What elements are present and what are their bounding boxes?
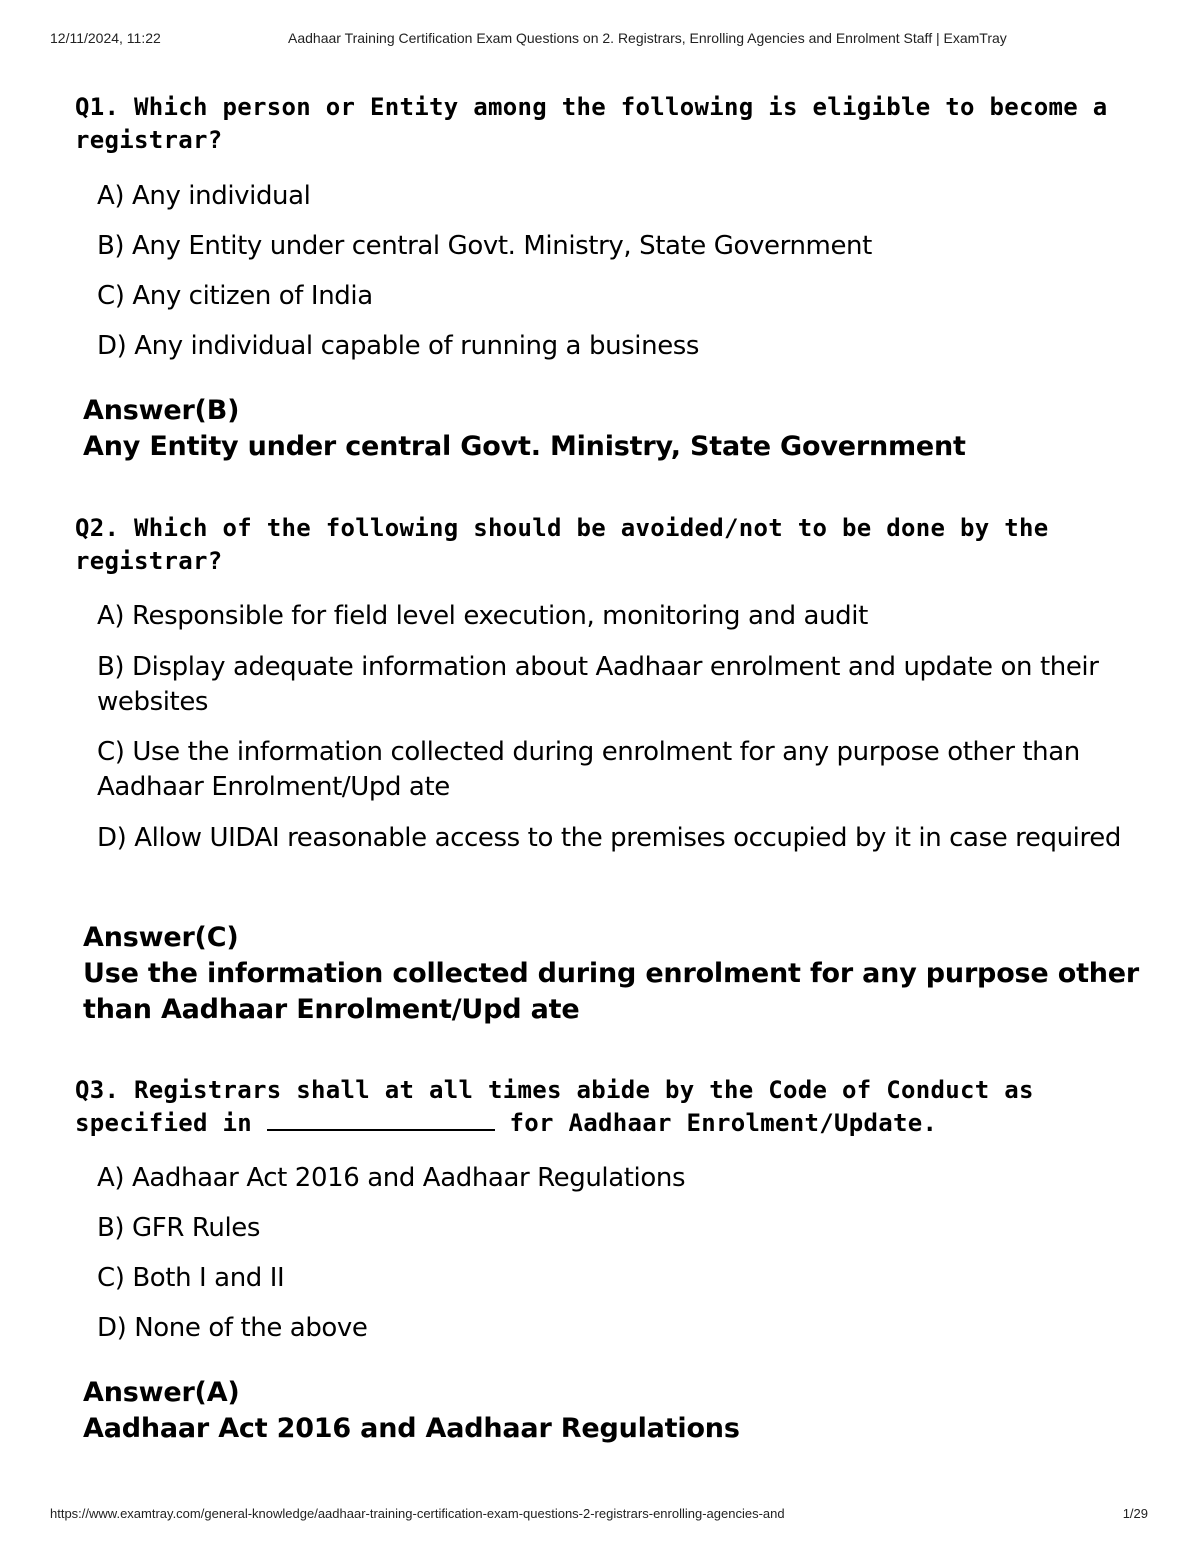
question-2-label: Q2. xyxy=(75,514,120,542)
question-1-option-b: B) Any Entity under central Govt. Ministry, State Government xyxy=(97,231,872,261)
question-2-option-d: D) Allow UIDAI reasonable access to the premises occupied by it in case required xyxy=(97,823,1121,853)
question-2-answer-text: Use the information collected during enrolment for any purpose other than Aadhaar Enrolment/Upd ate xyxy=(83,958,1140,1025)
question-1-text: Which person or Entity among the following is eligible to become a registrar? xyxy=(75,93,1108,154)
page-url: https://www.examtray.com/general-knowledge/aadhaar-training-certification-exam-questions-2-registrars-enrolling-agencies-and xyxy=(50,1506,785,1521)
fill-in-blank-line xyxy=(267,1109,495,1131)
page-number: 1/29 xyxy=(1122,1506,1148,1521)
question-3-text-before-blank: Registrars shall at all times abide by the Code of Conduct as specified in xyxy=(75,1076,1034,1137)
question-3-answer-text: Aadhaar Act 2016 and Aadhaar Regulations xyxy=(83,1413,740,1444)
question-2-option-c: C) Use the information collected during enrolment for any purpose other than Aadhaar Enrolment/Upd ate xyxy=(97,737,1080,802)
print-datetime: 12/11/2024, 11:22 xyxy=(50,30,161,46)
question-2-option-a: A) Responsible for field level execution, monitoring and audit xyxy=(97,601,868,631)
question-2-text: Which of the following should be avoided/not to be done by the registrar? xyxy=(75,514,1049,575)
question-3-text-after-blank: for Aadhaar Enrolment/Update. xyxy=(509,1109,938,1137)
question-1-answer-text: Any Entity under central Govt. Ministry, State Government xyxy=(83,431,966,462)
question-3 xyxy=(75,1074,1145,1140)
question-1-option-a: A) Any individual xyxy=(97,181,311,211)
question-2-option-b: B) Display adequate information about Aadhaar enrolment and update on their websites xyxy=(97,652,1099,717)
question-1 xyxy=(75,91,1145,157)
question-3-option-c: C) Both I and II xyxy=(97,1263,285,1293)
question-1-label: Q1. xyxy=(75,93,120,121)
question-1-answer-label: Answer(B) xyxy=(83,395,240,426)
question-1-option-d: D) Any individual capable of running a business xyxy=(97,331,700,361)
question-1-option-c: C) Any citizen of India xyxy=(97,281,373,311)
question-3-option-b: B) GFR Rules xyxy=(97,1213,261,1243)
question-3-option-a: A) Aadhaar Act 2016 and Aadhaar Regulations xyxy=(97,1163,686,1193)
question-2 xyxy=(75,512,1145,578)
question-3-answer-label: Answer(A) xyxy=(83,1377,240,1408)
question-3-label: Q3. xyxy=(75,1076,120,1104)
page-title: Aadhaar Training Certification Exam Questions on 2. Registrars, Enrolling Agencies and Enrolment Staff | ExamTray xyxy=(288,30,1007,46)
question-3-option-d: D) None of the above xyxy=(97,1313,368,1343)
question-2-answer-label: Answer(C) xyxy=(83,922,239,953)
